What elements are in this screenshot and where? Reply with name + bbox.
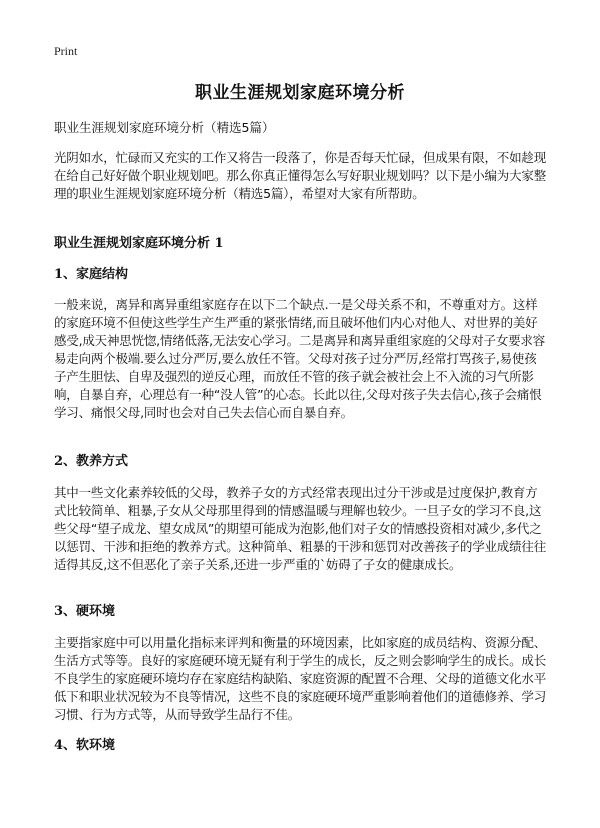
paragraph-family-structure: 一般来说，离异和离异重组家庭存在以下二个缺点.一是父母关系不和，不尊重对方。这样的家庭环境不但使这些学生产生严重的紧张情绪,而且破坏他们内心对他人、对世界的美好感受,成天神思恍惚,情绪低落,无法安心学习。二是离异和离异重组家庭的父母对子女要求容易走向两个极端.要么过分严厉,要么放任不管。父母对孩子过分严厉,经常打骂孩子,易使孩子产生胆怯、自卑及强烈的逆反心理，而放任不管的孩子就会被社会上不入流的习气所影响，自暴自弃，心理总有一种“没人管”的心态。长此以往,父母对孩子失去信心,孩子会痛恨学习、痛恨父母,同时也会对自己失去信心而自暴自弃。 [54, 297, 546, 420]
heading-soft-environment: 4、软环境 [54, 738, 116, 753]
heading-parenting-style: 2、教养方式 [54, 454, 129, 469]
paragraph-hard-environment: 主要指家庭中可以用量化指标来评判和衡量的环境因素，比如家庭的成员结构、资源分配、生活方式等等。良好的家庭硬环境无疑有利于学生的成长，反之则会影响学生的成长。成长不良学生的家庭硬环境均存在家庭结构缺陷、家庭资源的配置不合理、父母的道德文化水平低下和职业状况较为不良等情况，这些不良的家庭硬环境严重影响着他们的道德修养、学习习惯、行为方式等，从而导致学生品行不佳。 [54, 635, 547, 722]
print-link[interactable]: Print [54, 44, 78, 58]
heading-hard-environment: 3、硬环境 [54, 604, 116, 619]
heading-family-structure: 1、家庭结构 [54, 267, 129, 282]
page-title: 职业生涯规划家庭环境分析 [195, 83, 405, 103]
intro-paragraph: 光阴如水，忙碌而又充实的工作又将告一段落了，你是否每天忙碌，但成果有限，不如趁现在给自己好好做个职业规划吧。那么你真正懂得怎么写好职业规划吗？以下是小编为大家整理的职业生涯规划家庭环境分析（精选5篇），希望对大家有所帮助。 [54, 150, 547, 201]
paragraph-parenting-style: 其中一些文化素养较低的父母，教养子女的方式经常表现出过分干涉或是过度保护,教育方式比较简单、粗暴,子女从父母那里得到的情感温暖与理解也较少。一旦子女的学习不良,这些父母“望子成龙、望女成凤”的期望可能成为泡影,他们对子女的情感投资相对减少,多代之以惩罚、干涉和拒绝的教养方式。这种简单、粗暴的干涉和惩罚对改善孩子的学业成绩往往适得其反,这不但恶化了亲子关系,还进一步严重的`妨碍了子女的健康成长。 [54, 485, 547, 572]
document-subtitle: 职业生涯规划家庭环境分析（精选5篇） [54, 120, 275, 135]
section-title: 职业生涯规划家庭环境分析 1 [54, 236, 224, 251]
